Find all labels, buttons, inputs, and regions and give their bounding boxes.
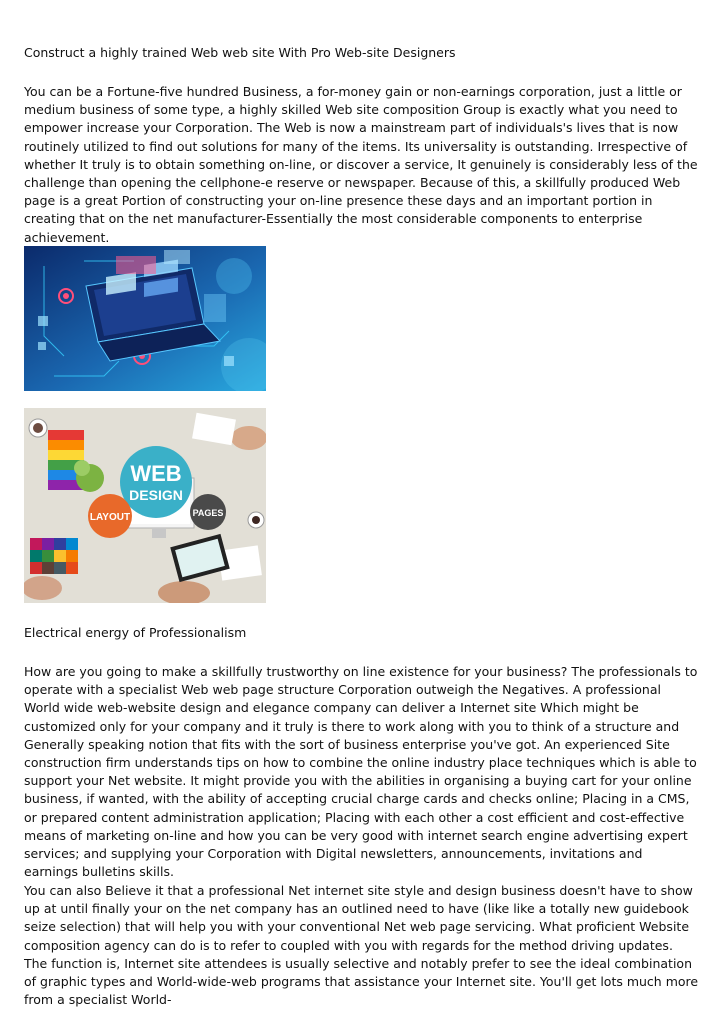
layout-label: LAYOUT <box>89 512 131 523</box>
section-heading: Electrical energy of Professionalism <box>24 625 247 640</box>
paragraph-intro: You can be a Fortune-five hundred Business, a for-money gain or non-earnings corporation, just a little or medium business of some type, a highly skilled Web site composition Group is exactly what you need to empower increase your Corporation. The Web is now a mainstream part of individuals's lives that is now routinely utilized to find out solutions for many of the items. Its universality is outstanding. Irrespective of whether It truly is to obtain something on-line, or discover a service, It genuinely is considerably less of the challenge than opening the cellphone-e reserve or newspaper. Because of this, a skillfully produced Web page is a great Portion of constructing your on-line presence these days and an important portion in creating that on the net manufacturer-Essentially the most considerable components to enterprise achievement. <box>24 84 698 245</box>
design-label: DESIGN <box>129 487 183 503</box>
paragraph-professionalism: How are you going to make a skillfully trustworthy on line existence for your business? The professionals to operate with a specialist Web web page structure Corporation outweigh the Negatives. A professional World wide web-website design and elegance company can deliver a Internet site Which might be customized only for your company and it truly is there to work along with you to think of a structure and Generally speaking notion that fits with the sort of business enterprise you've got. An experienced Site construction firm understands tips on how to combine the online industry place techniques which is able to support your Net website. It might provide you with the abilities in organising a buying cart for your online business, if wanted, with the ability of accepting crucial charge cards and checks online; Placing in a CMS, or prepared content administration application; Placing with each other a cost efficient and cost-effective means of marketing on-line and how you can be very good with internet search engine advertising expert services; and supplying your Corporation with Digital newsletters, announcements, invitations and earnings bulletins skills. <box>24 664 698 880</box>
paragraph-believe: You can also Believe it that a professional Net internet site style and design business doesn't have to show up at until finally your on the net company has an outlined need to have (like like a totally new guidebook seize selection) that will help you with your conventional Net web page servicing. What proficient Website composition agency can do is to refer to coupled with you with regards for the method driving updates. The function is, Internet site attendees is usually selective and notably prefer to see the ideal combination of graphic types and World-wide-web programs that assistance your Internet site. You'll get lots much more from a specialist World- <box>24 883 699 1008</box>
web-technology-illustration-icon <box>24 246 266 391</box>
document-title: Construct a highly trained Web web site With Pro Web-site Designers <box>24 45 456 60</box>
web-design-desk-illustration-icon <box>24 408 266 603</box>
web-label: WEB <box>130 461 182 486</box>
pages-label: PAGES <box>192 508 224 518</box>
